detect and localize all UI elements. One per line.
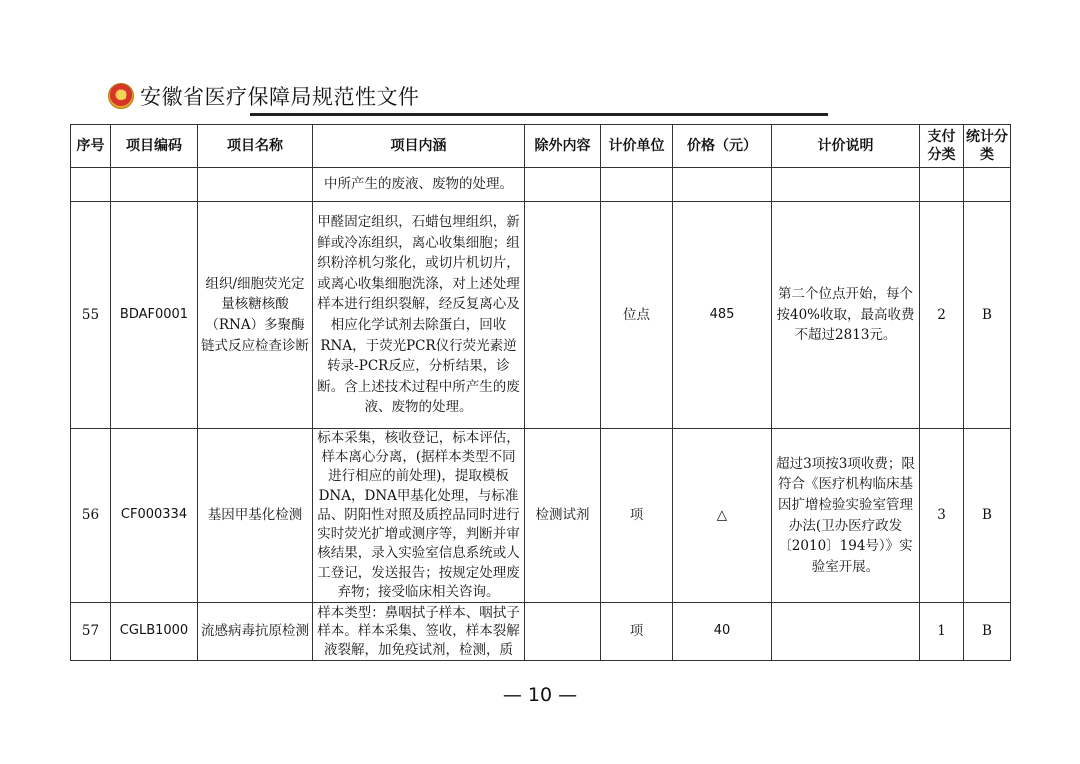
cell-empty [71,168,111,202]
cell-pay-class: 1 [920,603,964,661]
cell-unit: 项 [601,603,673,661]
cell-stat-class: B [964,202,1011,429]
cell-content: 甲醛固定组织，石蜡包埋组织，新鲜或冷冻组织，离心收集细胞；组织粉淬机匀浆化，或切片机切片，或离心收集细胞洗涤，对上述处理样本进行组织裂解，经反复离心及相应化学试剂去除蛋白，回收RNA，于荧光PCR仪行荧光素逆转录-PCR反应，分析结果，诊断。含上述技术过程中所产生的废液、废物的处理。 [313,202,525,429]
national-emblem-icon [108,83,134,109]
cell-note [772,603,920,661]
cell-note: 超过3项按3项收费；限符合《医疗机构临床基因扩增检验实验室管理办法(卫办医疗政发〔2010〕194号）》实验室开展。 [772,429,920,603]
cell-stat-class: B [964,603,1011,661]
cell-content: 中所产生的废液、废物的处理。 [313,168,525,202]
header-rule [250,113,828,116]
cell-empty [111,168,198,202]
cell-exclusion [525,202,601,429]
table-row [71,603,1011,661]
col-header-content: 项目内涵 [313,125,525,168]
cell-no: 55 [71,202,111,429]
col-header-exclusion: 除外内容 [525,125,601,168]
cell-note: 第二个位点开始，每个按40%收取，最高收费不超过2813元。 [772,202,920,429]
cell-name: 基因甲基化检测 [198,429,313,603]
cell-exclusion [525,603,601,661]
cell-empty [673,168,772,202]
cell-code: CGLB1000 [111,603,198,661]
col-header-unit: 计价单位 [601,125,673,168]
cell-unit: 项 [601,429,673,603]
col-header-code: 项目编码 [111,125,198,168]
cell-content: 样本类型：鼻咽拭子样本、咽拭子样本。样本采集、签收，样本裂解液裂解，加免疫试剂，检测，质 [313,603,525,661]
table-header-row [71,125,1011,168]
cell-name: 流感病毒抗原检测 [198,603,313,661]
document-title: 安徽省医疗保障局规范性文件 [140,85,420,109]
cell-empty [601,168,673,202]
table-row [71,429,1011,603]
cell-price: △ [673,429,772,603]
cell-empty [772,168,920,202]
cell-content: 标本采集，核收登记，标本评估，样本离心分离，(据样本类型不同进行相应的前处理)，提取模板DNA，DNA甲基化处理，与标准品、阴阳性对照及质控品同时进行实时荧光扩增或测序等，判断并审核结果，录入实验室信息系统或人工登记，发送报告；按规定处理废弃物；接受临床相关咨询。 [313,429,525,603]
cell-no: 56 [71,429,111,603]
col-header-stat-class: 统计分类 [964,125,1011,168]
cell-code: BDAF0001 [111,202,198,429]
price-items-table [70,124,1011,661]
col-header-note: 计价说明 [772,125,920,168]
cell-no: 57 [71,603,111,661]
cell-price: 40 [673,603,772,661]
cell-empty [920,168,964,202]
cell-price: 485 [673,202,772,429]
cell-unit: 位点 [601,202,673,429]
col-header-price: 价格（元） [673,125,772,168]
cell-stat-class: B [964,429,1011,603]
page-number: — 10 — [502,684,578,706]
cell-pay-class: 3 [920,429,964,603]
col-header-no: 序号 [71,125,111,168]
document-header [108,78,420,114]
cell-empty [198,168,313,202]
col-header-name: 项目名称 [198,125,313,168]
cell-empty [964,168,1011,202]
table-row-continuation [71,168,1011,202]
cell-name: 组织/细胞荧光定量核糖核酸（RNA）多聚酶链式反应检查诊断 [198,202,313,429]
cell-pay-class: 2 [920,202,964,429]
col-header-pay-class: 支付分类 [920,125,964,168]
cell-exclusion: 检测试剂 [525,429,601,603]
cell-code: CF000334 [111,429,198,603]
cell-empty [525,168,601,202]
table-row [71,202,1011,429]
